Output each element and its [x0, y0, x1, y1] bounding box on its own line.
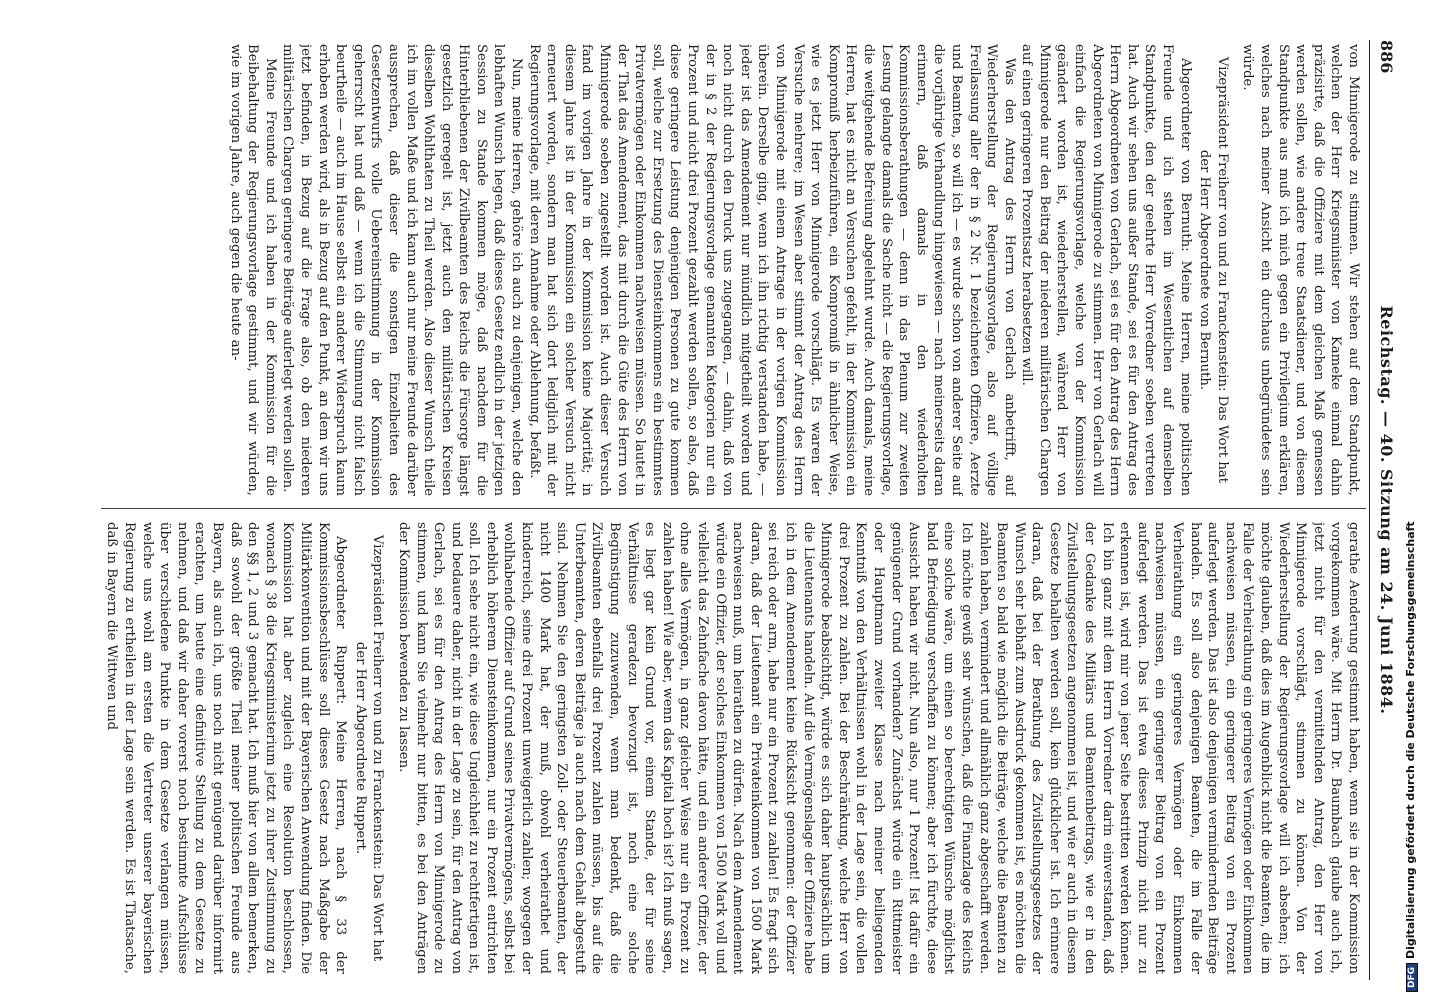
- paragraph: Nun, meine Herren, gehöre ich auch zu denjenigen, welche den lebhaften Wunsch hegen, daß dieses Gesetz endlich in der jetzigen Session zu Stande kommen möge, daß nachdem für die Hinterbliebenen der Zivilbeamten des Reichs die Fürsorge längst gesetzlich geregelt ist, jetzt auch den militärischen Kreisen dieselben Wohlthaten zu Theil werden. Also dieser Wunsch theile ich im vollen Maße und ich kann auch nur meine Freunde darüber aussprechen, daß dieser die sonstigen Einzelheiten des Gesetzentwurfs volle Uebereinstimmung in der Kommission geherrscht hat und daß — wenn ich die Stimmung nicht falsch beurtheile — auch im Hause selbst ein anderer Widerspruch kaum erhoben werden wird, als in Bezug auf den Punkt, an dem wir uns jetzt befinden, in Bezug auf die Frage also, ob den niederen militärischen Chargen geringere Beiträge auferlegt werden sollen.: [280, 44, 525, 496]
- credit-text: Digitalisierung gefördert durch die Deutsche Forschungsgemeinschaft: [1404, 521, 1417, 959]
- header-rule: [1369, 40, 1370, 980]
- speaker-heading: Vizepräsident Freiherr von und zu Franckenstein: Das Wort hat der Herr Abgeordnete von Bernuth.: [1197, 56, 1230, 484]
- paragraph: Abgeordneter Ruppert: Meine Herren, nach § 33 der Kommissionsbeschlüsse soll dieses Gesetz nach Maßgabe der Militärkonvention und mit der Bayerischen Anwendung finden. Die Kommission hat aber zugleich eine Resolution beschlossen, wonach § 38 die Kriegsministerium jetzt zu ihrer Zustimmung zu den §§ 1, 2 und 3 gemacht hat. Ich muß hier von allem bemerken, daß sowohl der größte Theil meiner politischen Freunde aus Bayern, als auch ich, uns noch nicht genügend darüber informirt erachten, um heute eine definitive Stellung zu dem Gesetze zu nehmen, und daß wir daher vorerst noch bestimmte Aufschlüsse über verschiedene Punkte in dem Gesetze verlangen müssen, welche uns wohl am ersten die Vertreter unserer bayerischen Regierung zu ertheilen in der Lage sein werden. Es ist Thatsache, daß in Bayern die Wittwen und: [104, 522, 349, 974]
- paragraph: von Minnigerode zu stimmen. Wir stehen auf dem Standpunkt, welchen der Herr Kriegsminister von Kameke einmal dahin präzisirte, daß die Offiziere mit dem gleichen Maß gemessen werden sollen, wie andere treue Staatsdiener, und von diesem Standpunkte aus muß ich mich gegen ein Privilegium erklären, welches nach meiner Ansicht ein durchaus unbegründetes sein würde.: [1240, 44, 1361, 496]
- running-title: Reichstag. — 40. Sitzung am 24. Juni 1884.: [1377, 305, 1396, 715]
- paragraph: gerathe Aenderung gestimmt haben, wenn sie in der Kommission vorgekommen wäre. Mit Herrn Dr. Baumbach glaube auch ich, jetzt nicht für den vermittelnden Antrag, den Herr von Minnigerode vorschlägt, stimmen zu können. Von der Wiederherstellung der Regierungsvorlage will ich absehen; ich möchte glauben, daß dies im Augenblick nicht die Beamten, die im Falle der Verheirathung ein geringeres Vermögen oder Einkommen nachweisen müssen, ein geringerer Beitrag von ein Prozent auferlegt werden. Das ist also denjenigen vermindernden Beiträge handeln. Es soll also denjenigen Beamten, die im Falle der Verheirathung ein geringeres Vermögen oder Einkommen nachweisen müssen, ein geringerer Beitrag von ein Prozent auferlegt werden. Das ist etwa dieses Prinzip nicht nur zu erkennen ist, wird mir von jener Seite bestritten werden können. Ich bin ganz mit dem Herrn Vorredner darin einverstanden, daß der Gedanke des Militärs und Beamtenbeitrags, wie er in den Zivilstellungsgesetzen angenommen ist, und wie er auch in diesem Gesetze behalten werden soll, kein glücklicher ist. Ich erinnere daran, daß bei der Berathung des Zivilstellungsgesetzes der Wunsch sehr lebhaft zum Ausdruck gekommen ist, es möchten die Beamten so bald wie möglich die Beiträge, welche die Beamten zu zahlen haben, vermindert und allmählich ganz abgeschafft werden. Ich möchte gewiß sehr wünschen, daß die Finanzlage des Reichs eine solche wäre, um einen so berechtigten Wünsche möglichst bald Befriedigung verschaffen zu können; aber ich fürchte, diese Aussicht haben wir nicht. Nun also, nur 1 Prozent! Ist dafür ein genügender Grund vorhanden? Zunächst würde ein Rittmeister oder Hauptmann zweiter Klasse nach meiner beiliegenden Kenntniß von den Verhältnissen wohl in der Lage sein, die vollen drei Prozent zu zahlen. Bei der Beschränkung, welche Herr von Minnigerode beabsichtigt, würde es sich daher hauptsächlich um die Lieutenants handeln. Auf die Vermögenslage der Offiziere habe ich in dem Amendement keine Rücksicht genommen: der Offizier sei reich oder arm, habe nur ein Prozent zu zahlen! Es fragt sich daran, daß der Lieutenant ein Privateinkommen von 1500 Mark nachweisen muß, um heirathen zu dürfen. Nach dem Amendement würde ein Offizier, der solches Einkommen von 1500 Mark voll und vielleicht das Zehnfache davon hätte, und ein anderer Offizier, der ohne alles Vermögen, in ganz gleicher Weise nur ein Prozent zu zahlen haben! Wie aber, wenn das Kapital hoch ist? Ich muß sagen, es liegt gar kein Grund vor, einem Stande, der für seine Verhältnisse geradezu bevorzugt ist, noch eine solche Begünstigung zuzuwenden, wenn man bedenkt, daß die Zivilbeamten ebenfalls drei Prozent zahlen müssen, bis auf die Unterbeamten, deren Beiträge ja auch nach dem Gehalt abgestuft sind. Nehmen Sie den geringsten Zoll- oder Steuerbeamten, der nicht 1400 Mark hat, der muß, obwohl verheirathet und kinderreich, seine drei Prozent unweigerlich zahlen; wogegen der wohlhabende Offizier auf Grund seines Privatvermögens, selbst bei erheblich höherem Diensteinkommen, nur ein Prozent entrichten soll. Ich sehe nicht ein, wie diese Ungleichheit zu rechtfertigen ist, und bedauere daher, nicht in der Lage zu sein, für den Antrag von Gerlach, sei es für den Antrag des Herrn von Minnigerode zu stimmen, und kann Sie vielmehr nur bitten, es bei den Anträgen der Kommission bewenden zu lassen.: [395, 522, 1361, 974]
- left-column: [100, 44, 1362, 496]
- rotated-page: [95, 40, 1400, 980]
- paragraph: Was den Antrag des Herrn von Gerlach anbetrifft, auf Wiederherstellung der Regierungsvorlage, also auf völlige Freilassung aller der in § 2 Nr. 1 bezeichneten Offiziere, Aerzte und Beamten, so will ich — es wurde schon von anderer Seite auf die vorjährige Verhandlung hingewiesen — nach meinerseits daran erinnern, daß damals in den wiederholten Kommissionsberathungen — denn in das Plenum zur zweiten Lesung gelangte damals die Sache nicht — die Regierungsvorlage, die weitgehende Befreiung abgelehnt wurde. Auch damals, meine Herren, hat es nicht an Versuchen gefehlt, in der Kommission ein Kompromiß herbeizuführen, ein Kompromiß in ähnlicher Weise, wie es jetzt Herr von Minnigerode vorschlägt. Es waren der Versuche mehrere; im Wesen aber stimmt der Antrag des Herrn von Minnigerode mit einem Antrage in der vorigen Kommission überein. Derselbe ging, wenn ich ihn richtig verstanden habe, — jeder ist das Amendement nur mündlich mitgetheilt worden und noch nicht durch den Druck uns zugegangen, — dahin, daß von der in § 2 der Regierungsvorlage genannten Kategorien nur ein Prozent und nicht drei Prozent gezahlt werden sollen, so also, daß diese geringere Leistung denjenigen Personen zu gute kommen soll, welche zur Ersetzung des Diensteinkommens ein bestimmtes Privatvermögen oder Einkommen nachweisen müssen. So lautet in der That das Amendement, das mit durch die Güte des Herrn von Minnigerode soeben zugestellt worden ist. Auch dieser Versuch fand im vorigen Jahre in der Kommission keine Majorität; in diesem Jahre ist in der Kommission ein solcher Versuch nicht erneuert worden, sondern man hat sich dort lediglich mit der Regierungsvorlage, mit deren Annahme oder Ablehnung, befaßt.: [526, 44, 1017, 496]
- digitization-credit: [1404, 521, 1418, 992]
- dfg-logo: DFG: [1406, 963, 1418, 992]
- paragraph: Meine Freunde und ich haben in der Kommission für die Beibehaltung der Regierungsvorlage gestimmt, und wir würden, wie im vorigen Jahre, auch gegen die heute an-: [227, 44, 278, 496]
- page-header: [1370, 40, 1400, 980]
- speaker-heading: Vizepräsident Freiherr von und zu Franckenstein: Das Wort hat der Herr Abgeordnete Ruppert.: [352, 534, 386, 962]
- page-number: 886: [1377, 40, 1396, 74]
- right-column: [100, 522, 1362, 974]
- column-divider: [101, 508, 1366, 509]
- paragraph: Abgeordneter von Bernuth: Meine Herren, meine politischen Freunde und ich stehen im Wesentlichen auf demselben Standpunkte, den der geehrte Herr Vorredner soeben vertreten hat. Auch wir sehen uns außer Stande, sei es für den Antrag des Herrn Abgeordneten von Gerlach, sei es für den Antrag des Herrn Abgeordneten von Minnigerode zu stimmen. Herr von Gerlach will einfach die Regierungsvorlage, welche von der Kommission geändert worden ist, wiederherstellen, während Herr von Minnigerode nur den Beitrag der niederen militärischen Chargen auf einen geringeren Prozentsatz herabsetzen will.: [1019, 44, 1193, 496]
